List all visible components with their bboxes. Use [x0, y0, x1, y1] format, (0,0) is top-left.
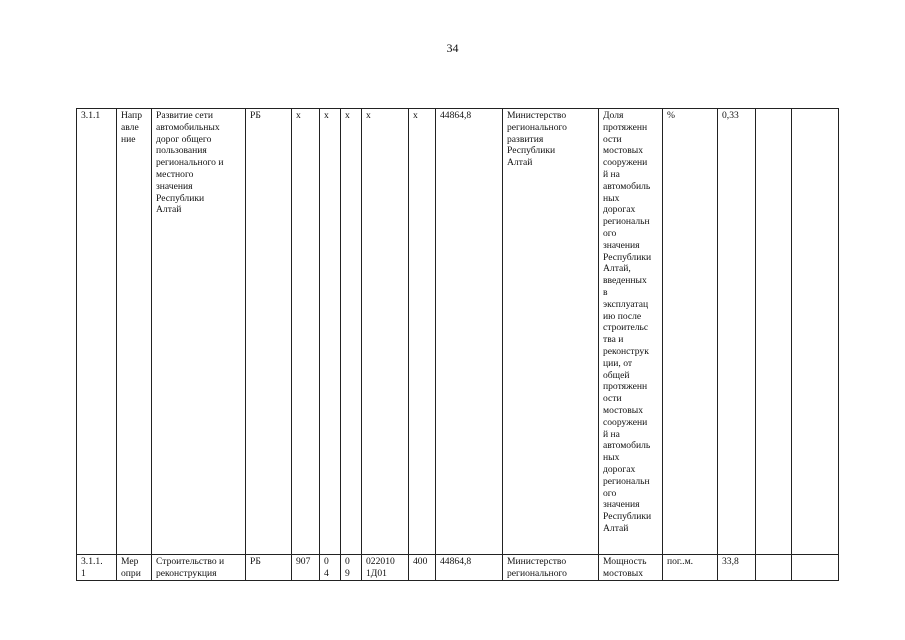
cell-code: 3.1.1 [77, 109, 117, 555]
cell-indicator: Мощность мостовых [599, 555, 663, 581]
cell-budget: РБ [246, 555, 292, 581]
cell-vr: х [409, 109, 436, 555]
cell-grbs: 907 [292, 555, 320, 581]
cell-extra-2 [792, 109, 839, 555]
cell-type: Мер опри [117, 555, 152, 581]
cell-amount: 44864,8 [436, 109, 503, 555]
cell-csr: 022010 1Д01 [362, 555, 409, 581]
cell-csr: х [362, 109, 409, 555]
cell-pr: 0 9 [341, 555, 362, 581]
cell-extra-1 [756, 109, 792, 555]
cell-code: 3.1.1. 1 [77, 555, 117, 581]
cell-type: Напр авле ние [117, 109, 152, 555]
cell-pr: х [341, 109, 362, 555]
cell-vr: 400 [409, 555, 436, 581]
page-number: 34 [446, 41, 459, 55]
cell-executor: Министерство регионального развития Республики Алтай [503, 109, 599, 555]
cell-name: Развитие сети автомобильных дорог общего пользования регионального и местного значения Республики Алтай [152, 109, 246, 555]
cell-budget: РБ [246, 109, 292, 555]
cell-value: 0,33 [718, 109, 756, 555]
cell-unit: пог..м. [663, 555, 718, 581]
cell-name: Строительство и реконструкция [152, 555, 246, 581]
cell-indicator: Доля протяженн ости мостовых сооружени й на автомобиль ных дорогах региональн ого значения Республики Алтай, введенных в эксплуатац ию после строительс тва и реконструк ции, от общей протяженн ости мостовых сооружени й на автомобиль ных дорогах региональн ого значения Республики Алтай [599, 109, 663, 555]
cell-extra-1 [756, 555, 792, 581]
cell-rz: х [320, 109, 341, 555]
program-table [76, 108, 839, 581]
table-row [77, 555, 839, 581]
cell-rz: 0 4 [320, 555, 341, 581]
cell-unit: % [663, 109, 718, 555]
cell-value: 33,8 [718, 555, 756, 581]
cell-extra-2 [792, 555, 839, 581]
cell-amount: 44864,8 [436, 555, 503, 581]
cell-executor: Министерство регионального [503, 555, 599, 581]
table-row [77, 109, 839, 555]
cell-grbs: х [292, 109, 320, 555]
